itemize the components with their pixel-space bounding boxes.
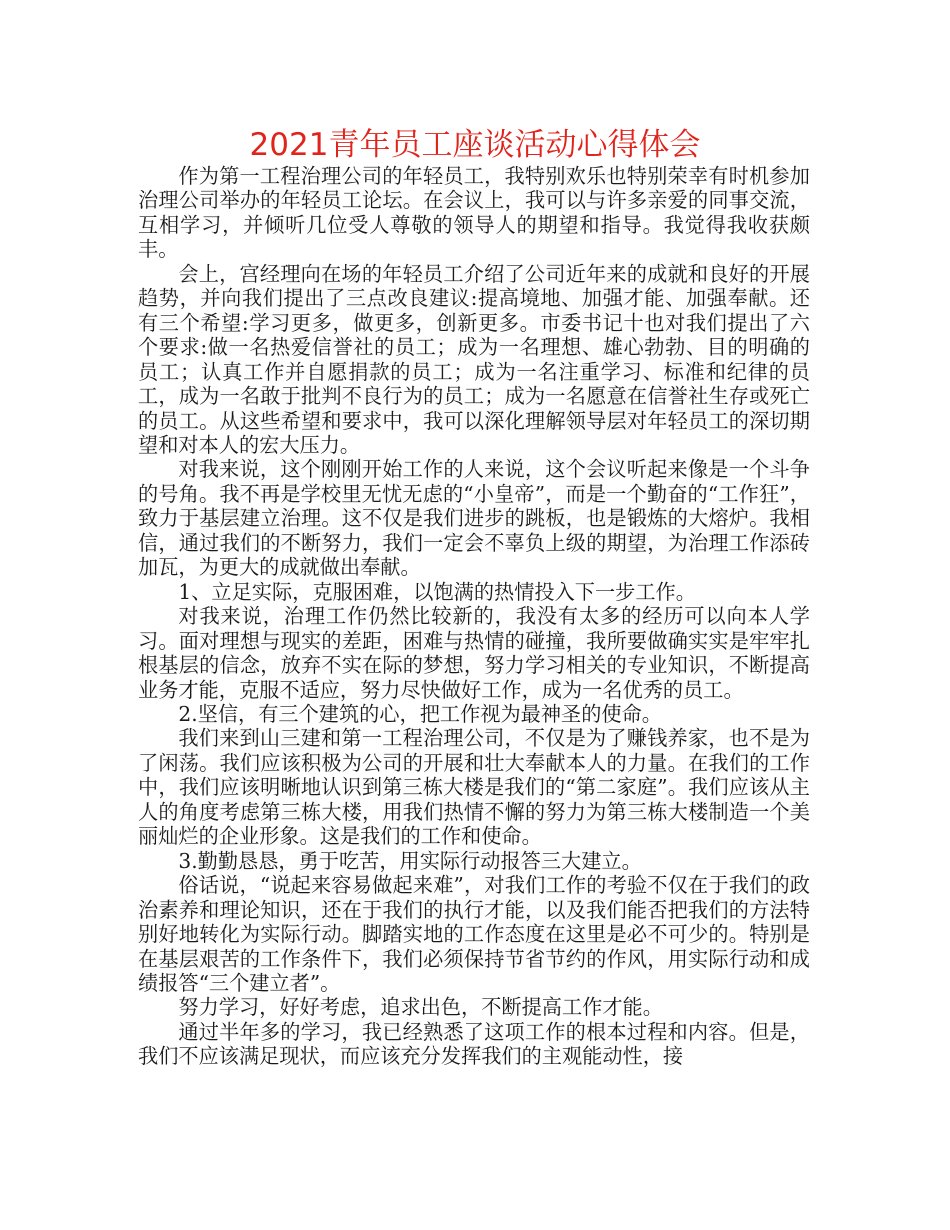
- paragraph-6: 俗话说，“说起来容易做起来难”，对我们工作的考验不仅在于我们的政治素养和理论知识，还在于我们的执行才能，以及我们能否把我们的方法特别好地转化为实际行动。脚踏实地的工作态度在这里是必不可少的。特别是在基层艰苦的工作条件下，我们必须保持节省节约的作风，用实际行动和成绩报答“三个建立者”。: [138, 873, 810, 995]
- paragraph-7: 通过半年多的学习，我已经熟悉了这项工作的根本过程和内容。但是，我们不应该满足现状，而应该充分发挥我们的主观能动性，接: [138, 1019, 810, 1069]
- paragraph-2: 会上，宫经理向在场的年轻员工介绍了公司近年来的成就和良好的开展趋势，并向我们提出了三点改良建议:提高境地、加强才能、加强奉献。还有三个希望:学习更多，做更多，创新更多。市委书记十也对我们提出了六个要求:做一名热爱信誉社的员工；成为一名理想、雄心勃勃、目的明确的员工；认真工作并自愿捐款的员工；成为一名注重学习、标准和纪律的员工，成为一名敢于批判不良行为的员工；成为一名愿意在信誉社生存或死亡的员工。从这些希望和要求中，我可以深化理解领导层对年轻员工的深切期望和对本人的宏大压力。: [138, 261, 810, 457]
- paragraph-4: 对我来说，治理工作仍然比较新的，我没有太多的经历可以向本人学习。面对理想与现实的差距，困难与热情的碰撞，我所要做确实实是牢牢扎根基层的信念，放弃不实在际的梦想，努力学习相关的专业知识，不断提高业务才能，克服不适应，努力尽快做好工作，成为一名优秀的员工。: [138, 604, 810, 702]
- paragraph-3: 对我来说，这个刚刚开始工作的人来说，这个会议听起来像是一个斗争的号角。我不再是学校里无忧无虑的“小皇帝”，而是一个勤奋的“工作狂”，致力于基层建立治理。这不仅是我们进步的跳板，也是锻炼的大熔炉。我相信，通过我们的不断努力，我们一定会不辜负上级的期望，为治理工作添砖加瓦，为更大的成就做出奉献。: [138, 457, 810, 580]
- paragraph-1: 作为第一工程治理公司的年轻员工，我特别欢乐也特别荣幸有时机参加治理公司举办的年轻员工论坛。在会议上，我可以与许多亲爱的同事交流，互相学习，并倾听几位受人尊敬的领导人的期望和指导。我觉得我收获颇丰。: [138, 164, 810, 262]
- document-title: 2021青年员工座谈活动心得体会: [249, 127, 701, 163]
- section-heading-4: 努力学习，好好考虑，追求出色，不断提高工作才能。: [178, 995, 663, 1020]
- section-heading-1: 1、立足实际，克服困难，以饱满的热情投入下一步工作。: [178, 579, 696, 604]
- paragraph-5: 我们来到山三建和第一工程治理公司，不仅是为了赚钱养家，也不是为了闲荡。我们应该积极为公司的开展和壮大奉献本人的力量。在我们的工作中，我们应该明晰地认识到第三栋大楼是我们的“第二家庭”。我们应该从主人的角度考虑第三栋大楼，用我们热情不懈的努力为第三栋大楼制造一个美丽灿烂的企业形象。这是我们的工作和使命。: [138, 726, 810, 849]
- document-body: [138, 164, 810, 1069]
- section-heading-3: 3.勤勤恳恳，勇于吃苦，用实际行动报答三大建立。: [178, 848, 642, 873]
- section-heading-2: 2.坚信，有三个建筑的心，把工作视为最神圣的使命。: [178, 701, 662, 726]
